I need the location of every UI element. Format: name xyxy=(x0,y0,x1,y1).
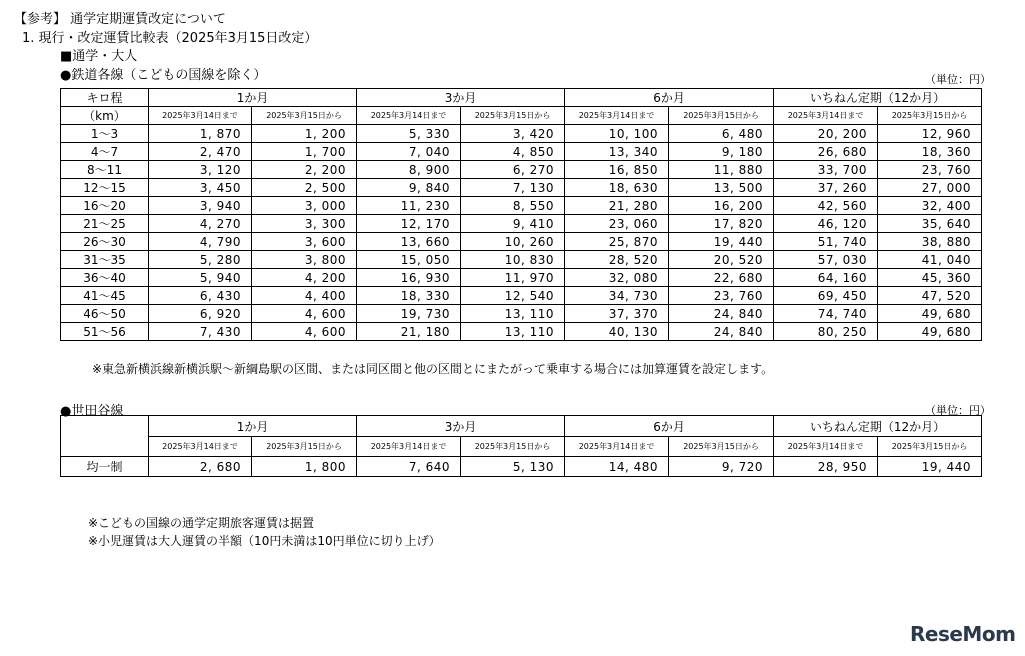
fare-cell: 49, 680 xyxy=(878,305,982,323)
fare-cell: 23, 760 xyxy=(669,287,774,305)
fare-cell: 19, 440 xyxy=(878,457,982,477)
distance-cell: 36～40 xyxy=(61,269,149,287)
main-table-body xyxy=(61,125,982,341)
document-subtitle: 1. 現行・改定運賃比較表（2025年3月15日改定） xyxy=(22,31,318,46)
fare-cell: 5, 330 xyxy=(357,125,461,143)
fare-cell: 21, 180 xyxy=(357,323,461,341)
fare-cell: 4, 790 xyxy=(149,233,252,251)
fare-cell: 11, 230 xyxy=(357,197,461,215)
table-row xyxy=(61,323,982,341)
fare-cell: 1, 800 xyxy=(252,457,357,477)
period-header: 6か月 xyxy=(565,416,774,437)
fare-cell: 37, 370 xyxy=(565,305,669,323)
setagaya-fare-table xyxy=(60,415,982,477)
date-after-header: 2025年3月15日から xyxy=(878,107,982,125)
distance-cell: 51～56 xyxy=(61,323,149,341)
fare-cell: 24, 840 xyxy=(669,305,774,323)
fare-cell: 3, 300 xyxy=(252,215,357,233)
fare-cell: 3, 420 xyxy=(461,125,565,143)
fare-cell: 18, 360 xyxy=(878,143,982,161)
main-table-caption: ●鉄道各線（こどもの国線を除く） xyxy=(60,68,267,83)
fare-cell: 9, 410 xyxy=(461,215,565,233)
fare-cell: 6, 480 xyxy=(669,125,774,143)
fare-cell: 24, 840 xyxy=(669,323,774,341)
fare-cell: 3, 940 xyxy=(149,197,252,215)
fare-cell: 5, 130 xyxy=(461,457,565,477)
period-header: いちねん定期（12か月） xyxy=(774,416,982,437)
fare-cell: 6, 430 xyxy=(149,287,252,305)
period-header: いちねん定期（12か月） xyxy=(774,89,982,107)
fare-cell: 7, 430 xyxy=(149,323,252,341)
section-label: ■通学・大人 xyxy=(60,49,138,64)
fare-cell: 35, 640 xyxy=(878,215,982,233)
fare-cell: 28, 520 xyxy=(565,251,669,269)
col-distance: キロ程 xyxy=(61,89,149,107)
date-before-header: 2025年3月14日まで xyxy=(357,437,461,457)
distance-cell: 21～25 xyxy=(61,215,149,233)
fare-cell: 7, 040 xyxy=(357,143,461,161)
fare-cell: 11, 880 xyxy=(669,161,774,179)
fare-cell: 16, 850 xyxy=(565,161,669,179)
main-table-unit: （単位：円） xyxy=(925,73,991,86)
setagaya-table-caption: ●世田谷線 xyxy=(60,404,124,419)
table-row xyxy=(61,457,982,477)
main-fare-table xyxy=(60,88,982,341)
setagaya-corner-cell xyxy=(61,416,149,457)
fare-cell: 13, 340 xyxy=(565,143,669,161)
fare-cell: 23, 760 xyxy=(878,161,982,179)
note-kodomonokuni: ※こどもの国線の通学定期旅客運賃は据置 xyxy=(88,516,315,530)
fare-cell: 41, 040 xyxy=(878,251,982,269)
fare-cell: 14, 480 xyxy=(565,457,669,477)
fare-cell: 1, 200 xyxy=(252,125,357,143)
period-header: 6か月 xyxy=(565,89,774,107)
distance-cell: 16～20 xyxy=(61,197,149,215)
date-after-header: 2025年3月15日から xyxy=(669,437,774,457)
date-after-header: 2025年3月15日から xyxy=(461,107,565,125)
table-row xyxy=(61,251,982,269)
fare-cell: 3, 800 xyxy=(252,251,357,269)
fare-cell: 3, 600 xyxy=(252,233,357,251)
fare-cell: 9, 840 xyxy=(357,179,461,197)
fare-cell: 49, 680 xyxy=(878,323,982,341)
fare-cell: 6, 270 xyxy=(461,161,565,179)
fare-cell: 37, 260 xyxy=(774,179,878,197)
fare-cell: 13, 110 xyxy=(461,305,565,323)
fare-cell: 1, 700 xyxy=(252,143,357,161)
main-table-note: ※東急新横浜線新横浜駅～新綱島駅の区間、または同区間と他の区間とにまたがって乗車する場合には加算運賃を設定します。 xyxy=(92,362,774,376)
note-child-fare: ※小児運賃は大人運賃の半額（10円未満は10円単位に切り上げ） xyxy=(88,534,441,548)
date-before-header: 2025年3月14日まで xyxy=(774,107,878,125)
fare-cell: 74, 740 xyxy=(774,305,878,323)
fare-cell: 42, 560 xyxy=(774,197,878,215)
fare-cell: 5, 940 xyxy=(149,269,252,287)
fare-cell: 4, 200 xyxy=(252,269,357,287)
fare-cell: 4, 270 xyxy=(149,215,252,233)
fare-cell: 33, 700 xyxy=(774,161,878,179)
fare-cell: 16, 200 xyxy=(669,197,774,215)
distance-cell: 4～7 xyxy=(61,143,149,161)
date-before-header: 2025年3月14日まで xyxy=(565,107,669,125)
table-row xyxy=(61,179,982,197)
fare-cell: 4, 400 xyxy=(252,287,357,305)
distance-cell: 41～45 xyxy=(61,287,149,305)
fare-cell: 19, 730 xyxy=(357,305,461,323)
fare-cell: 3, 120 xyxy=(149,161,252,179)
fare-cell: 7, 640 xyxy=(357,457,461,477)
fare-cell: 9, 720 xyxy=(669,457,774,477)
fare-cell: 5, 280 xyxy=(149,251,252,269)
fare-cell: 21, 280 xyxy=(565,197,669,215)
fare-cell: 9, 180 xyxy=(669,143,774,161)
fare-cell: 10, 100 xyxy=(565,125,669,143)
date-after-header: 2025年3月15日から xyxy=(461,437,565,457)
table-row xyxy=(61,125,982,143)
fare-cell: 1, 870 xyxy=(149,125,252,143)
distance-cell: 46～50 xyxy=(61,305,149,323)
distance-cell: 1～3 xyxy=(61,125,149,143)
fare-cell: 19, 440 xyxy=(669,233,774,251)
distance-cell: 12～15 xyxy=(61,179,149,197)
table-row xyxy=(61,233,982,251)
setagaya-row-label: 均一制 xyxy=(61,457,149,477)
fare-cell: 45, 360 xyxy=(878,269,982,287)
fare-cell: 6, 920 xyxy=(149,305,252,323)
period-header: 3か月 xyxy=(357,416,565,437)
fare-cell: 2, 200 xyxy=(252,161,357,179)
col-distance-unit: （km） xyxy=(61,107,149,125)
document-title: 【参考】 通学定期運賃改定について xyxy=(14,12,226,27)
fare-cell: 18, 330 xyxy=(357,287,461,305)
fare-cell: 46, 120 xyxy=(774,215,878,233)
period-header: 1か月 xyxy=(149,416,357,437)
fare-cell: 22, 680 xyxy=(669,269,774,287)
fare-cell: 80, 250 xyxy=(774,323,878,341)
setagaya-table-unit: （単位：円） xyxy=(925,404,991,417)
fare-cell: 17, 820 xyxy=(669,215,774,233)
fare-cell: 38, 880 xyxy=(878,233,982,251)
table-row xyxy=(61,305,982,323)
fare-cell: 8, 900 xyxy=(357,161,461,179)
fare-cell: 25, 870 xyxy=(565,233,669,251)
fare-cell: 13, 500 xyxy=(669,179,774,197)
fare-cell: 2, 680 xyxy=(149,457,252,477)
fare-cell: 47, 520 xyxy=(878,287,982,305)
fare-cell: 8, 550 xyxy=(461,197,565,215)
date-after-header: 2025年3月15日から xyxy=(669,107,774,125)
period-header: 1か月 xyxy=(149,89,357,107)
date-before-header: 2025年3月14日まで xyxy=(565,437,669,457)
fare-cell: 16, 930 xyxy=(357,269,461,287)
fare-cell: 20, 200 xyxy=(774,125,878,143)
fare-cell: 4, 600 xyxy=(252,305,357,323)
fare-cell: 3, 000 xyxy=(252,197,357,215)
fare-cell: 10, 260 xyxy=(461,233,565,251)
fare-cell: 4, 600 xyxy=(252,323,357,341)
fare-cell: 69, 450 xyxy=(774,287,878,305)
fare-cell: 12, 960 xyxy=(878,125,982,143)
fare-cell: 27, 000 xyxy=(878,179,982,197)
resemom-logo: ReseMom xyxy=(910,622,1016,646)
fare-cell: 15, 050 xyxy=(357,251,461,269)
table-row xyxy=(61,287,982,305)
fare-cell: 64, 160 xyxy=(774,269,878,287)
table-row xyxy=(61,215,982,233)
fare-cell: 34, 730 xyxy=(565,287,669,305)
fare-cell: 3, 450 xyxy=(149,179,252,197)
date-after-header: 2025年3月15日から xyxy=(252,107,357,125)
date-after-header: 2025年3月15日から xyxy=(252,437,357,457)
table-row xyxy=(61,143,982,161)
distance-cell: 8～11 xyxy=(61,161,149,179)
fare-cell: 32, 080 xyxy=(565,269,669,287)
fare-cell: 18, 630 xyxy=(565,179,669,197)
fare-cell: 26, 680 xyxy=(774,143,878,161)
period-header: 3か月 xyxy=(357,89,565,107)
fare-cell: 10, 830 xyxy=(461,251,565,269)
fare-cell: 28, 950 xyxy=(774,457,878,477)
table-row xyxy=(61,269,982,287)
fare-cell: 7, 130 xyxy=(461,179,565,197)
date-after-header: 2025年3月15日から xyxy=(878,437,982,457)
distance-cell: 26～30 xyxy=(61,233,149,251)
date-before-header: 2025年3月14日まで xyxy=(149,107,252,125)
fare-cell: 4, 850 xyxy=(461,143,565,161)
fare-cell: 12, 540 xyxy=(461,287,565,305)
distance-cell: 31～35 xyxy=(61,251,149,269)
date-before-header: 2025年3月14日まで xyxy=(357,107,461,125)
fare-cell: 51, 740 xyxy=(774,233,878,251)
table-row xyxy=(61,161,982,179)
fare-cell: 20, 520 xyxy=(669,251,774,269)
fare-cell: 23, 060 xyxy=(565,215,669,233)
fare-cell: 13, 110 xyxy=(461,323,565,341)
fare-cell: 32, 400 xyxy=(878,197,982,215)
fare-cell: 13, 660 xyxy=(357,233,461,251)
date-before-header: 2025年3月14日まで xyxy=(149,437,252,457)
fare-cell: 11, 970 xyxy=(461,269,565,287)
date-before-header: 2025年3月14日まで xyxy=(774,437,878,457)
fare-cell: 2, 500 xyxy=(252,179,357,197)
table-row xyxy=(61,197,982,215)
fare-cell: 2, 470 xyxy=(149,143,252,161)
fare-cell: 40, 130 xyxy=(565,323,669,341)
fare-cell: 12, 170 xyxy=(357,215,461,233)
fare-cell: 57, 030 xyxy=(774,251,878,269)
